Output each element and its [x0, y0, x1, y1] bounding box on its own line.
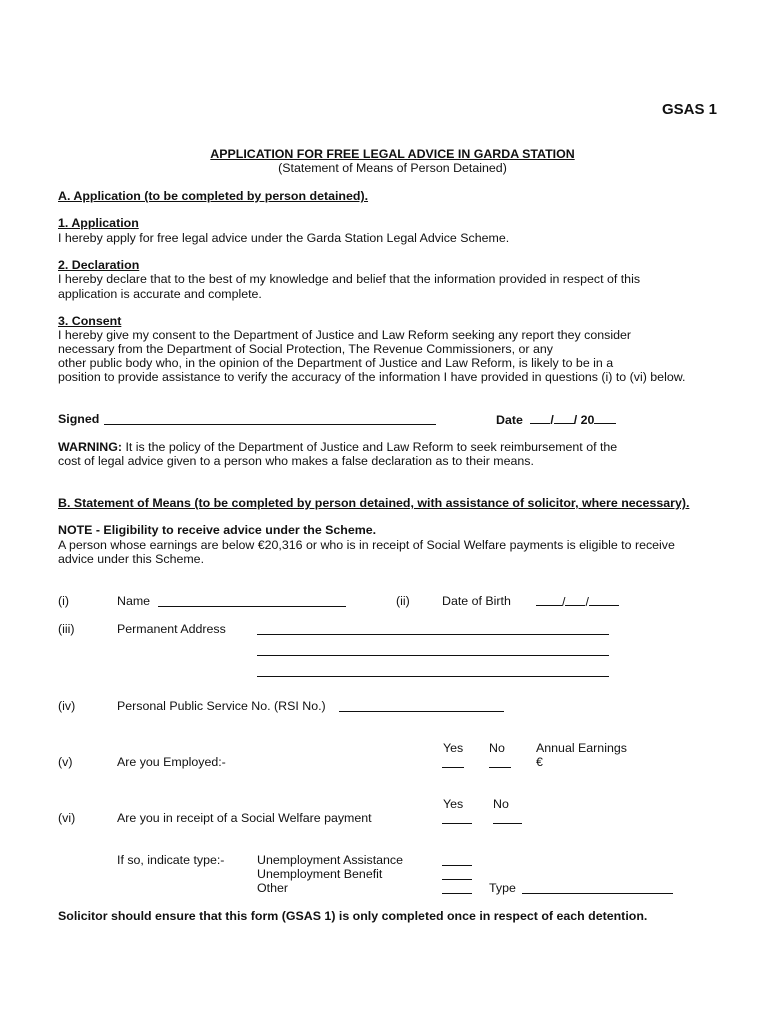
consent-line-4: position to provide assistance to verify the accuracy of the information I have provided in questions (i) to (vi) below. — [58, 370, 686, 384]
declaration-heading: 2. Declaration — [58, 258, 140, 272]
declaration-line-1: I hereby declare that to the best of my knowledge and belief that the information provided in respect of this — [58, 272, 641, 286]
name-field[interactable] — [158, 606, 346, 607]
consent-line-1: I hereby give my consent to the Department of Justice and Law Reform seeking any report they consider — [58, 328, 632, 342]
declaration-line-2: application is accurate and complete. — [58, 287, 262, 301]
dob-month-field[interactable] — [565, 594, 585, 606]
employed-no-field[interactable] — [489, 767, 511, 768]
q6-no-label: No — [493, 797, 509, 811]
q6-yes-label: Yes — [443, 797, 464, 811]
q5-no-label: No — [489, 741, 505, 755]
welfare-no-field[interactable] — [493, 823, 522, 824]
q1-number: (i) — [58, 594, 70, 608]
q5-earnings-label: Annual Earnings — [536, 741, 627, 755]
address-line-3-field[interactable] — [257, 676, 609, 677]
section-b-heading: B. Statement of Means (to be completed by person detained, with assistance of solicitor, where necessary). — [58, 496, 690, 510]
type-option-1: Unemployment Assistance — [257, 853, 404, 867]
signature-field[interactable] — [104, 424, 436, 425]
q4-number: (iv) — [58, 699, 76, 713]
note-line-1: A person whose earnings are below €20,316 or who is in receipt of Social Welfare payments is eligible to receive — [58, 538, 675, 552]
dob-separator-1: / — [562, 595, 566, 609]
type-option-3: Other — [257, 881, 288, 895]
type-prompt: If so, indicate type:- — [117, 853, 225, 867]
dob-day-field[interactable] — [536, 594, 562, 606]
consent-heading: 3. Consent — [58, 314, 122, 328]
pps-number-field[interactable] — [339, 711, 504, 712]
date-separator: / — [550, 413, 554, 427]
q2-label: Date of Birth — [442, 594, 511, 608]
date-month-field[interactable] — [554, 412, 574, 424]
warning-label: WARNING: — [58, 440, 123, 454]
q3-label: Permanent Address — [117, 622, 226, 636]
warning-line-2: cost of legal advice given to a person who makes a false declaration as to their means. — [58, 454, 534, 468]
consent-line-2: necessary from the Department of Social Protection, The Revenue Commissioners, or any — [58, 342, 553, 356]
type-label: Type — [489, 881, 516, 895]
dob-year-field[interactable] — [589, 594, 619, 606]
section-a-heading: A. Application (to be completed by person detained). — [58, 189, 369, 203]
date-label-text: Date — [496, 413, 523, 427]
q5-label: Are you Employed:- — [117, 755, 226, 769]
q4-label: Personal Public Service No. (RSI No.) — [117, 699, 326, 713]
form-code: GSAS 1 — [662, 101, 718, 118]
employed-yes-field[interactable] — [442, 767, 464, 768]
date-day-field[interactable] — [530, 412, 550, 424]
currency-symbol: € — [536, 755, 543, 769]
q5-number: (v) — [58, 755, 73, 769]
warning-line-1 — [58, 440, 617, 455]
signed-label: Signed — [58, 412, 100, 426]
consent-line-3: other public body who, in the opinion of the Department of Justice and Law Reform, is likely to be in a — [58, 356, 614, 370]
dob-separator-2: / — [585, 595, 589, 609]
date-label — [496, 412, 616, 428]
type-option-2: Unemployment Benefit — [257, 867, 383, 881]
type-specify-field[interactable] — [522, 893, 673, 894]
q6-label: Are you in receipt of a Social Welfare payment — [117, 811, 372, 825]
unemployment-assistance-field[interactable] — [442, 865, 472, 866]
unemployment-benefit-field[interactable] — [442, 879, 472, 880]
application-text: I hereby apply for free legal advice under the Garda Station Legal Advice Scheme. — [58, 231, 510, 245]
address-line-2-field[interactable] — [257, 655, 609, 656]
q1-label: Name — [117, 594, 151, 608]
q3-number: (iii) — [58, 622, 75, 636]
other-type-field[interactable] — [442, 893, 472, 894]
application-heading: 1. Application — [58, 216, 139, 230]
form-title: APPLICATION FOR FREE LEGAL ADVICE IN GARDA STATION — [210, 147, 575, 161]
q5-yes-label: Yes — [443, 741, 464, 755]
note-heading: NOTE - Eligibility to receive advice under the Scheme. — [58, 523, 377, 537]
date-year-field[interactable] — [594, 412, 616, 424]
q2-number: (ii) — [396, 594, 410, 608]
dob-fields — [536, 594, 619, 610]
q6-number: (vi) — [58, 811, 76, 825]
address-line-1-field[interactable] — [257, 634, 609, 635]
date-year-prefix: / 20 — [573, 413, 595, 427]
footer-note: Solicitor should ensure that this form (GSAS 1) is only completed once in respect of each detention. — [58, 909, 648, 923]
warning-text-1: It is the policy of the Department of Justice and Law Reform to seek reimbursement of the — [125, 440, 618, 454]
note-line-2: advice under this Scheme. — [58, 552, 205, 566]
welfare-yes-field[interactable] — [442, 823, 472, 824]
form-subtitle: (Statement of Means of Person Detained) — [278, 161, 507, 175]
